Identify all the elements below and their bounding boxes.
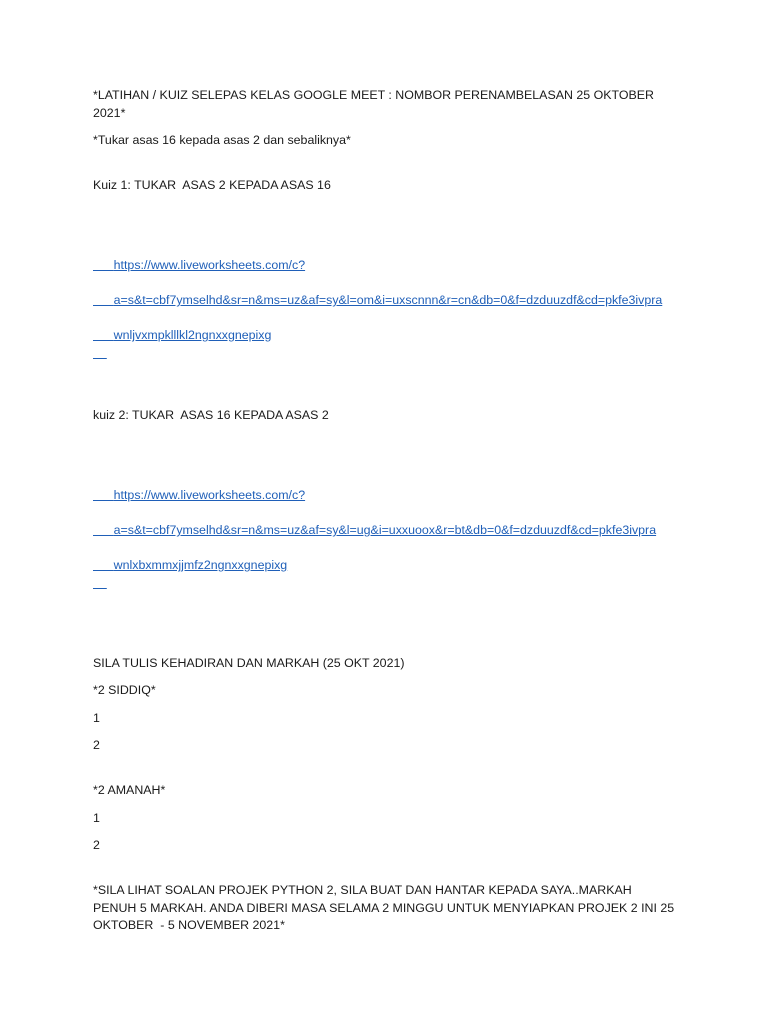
- quiz1-link[interactable]: [93, 240, 678, 363]
- spacer: [93, 865, 678, 883]
- class2-item: 1: [93, 810, 100, 825]
- document-subheading: *Tukar asas 16 kepada asas 2 dan sebaliknya*: [93, 133, 351, 147]
- class1-item: 2: [93, 738, 100, 752]
- attendance-heading: SILA TULIS KEHADIRAN DAN MARKAH (25 OKT 2021): [93, 655, 405, 670]
- spacer: [93, 765, 678, 783]
- quiz2-link[interactable]: [93, 470, 678, 593]
- document-heading: *LATIHAN / KUIZ SELEPAS KELAS GOOGLE MEET : NOMBOR PERENAMBELASAN 25 OKTOBER 2021*: [93, 88, 658, 120]
- quiz1-link-paragraph: [93, 205, 678, 398]
- quiz2-link-line1: https://www.liveworksheets.com/c?: [113, 488, 306, 502]
- spacer: [93, 160, 678, 178]
- quiz1-link-line3: wnljvxmpklllkl2ngnxxgnepixg: [113, 328, 272, 342]
- quiz2-link-line2: a=s&t=cbf7ymselhd&sr=n&ms=uz&af=sy&l=ug&i=uxxuoox&r=bt&db=0&f=dzduuzdf&cd=pkfe3ivpra: [113, 523, 657, 537]
- quiz2-link-line3: wnlxbxmmxjjmfz2ngnxxgnepixg: [113, 558, 288, 572]
- project-note: *SILA LIHAT SOALAN PROJEK PYTHON 2, SILA BUAT DAN HANTAR KEPADA SAYA..MARKAH PENUH 5 MARKAH. ANDA DIBERI MASA SELAMA 2 MINGGU UNTUK MENYIAPKAN PROJEK 2 INI 25 OKTOBER - 5 NOVEMBER 2021*: [93, 883, 678, 932]
- class1-name: *2 SIDDIQ*: [93, 683, 156, 697]
- class1-item: 1: [93, 710, 100, 725]
- class2-item: 2: [93, 838, 100, 852]
- class2-name: *2 AMANAH*: [93, 783, 166, 797]
- quiz1-label: Kuiz 1: TUKAR ASAS 2 KEPADA ASAS 16: [93, 178, 331, 192]
- quiz2-label: kuiz 2: TUKAR ASAS 16 KEPADA ASAS 2: [93, 408, 329, 422]
- quiz1-link-line2: a=s&t=cbf7ymselhd&sr=n&ms=uz&af=sy&l=om&i=uxscnnn&r=cn&db=0&f=dzduuzdf&cd=pkfe3ivpra: [113, 293, 663, 307]
- quiz1-link-line1: https://www.liveworksheets.com/c?: [113, 258, 306, 272]
- spacer: [93, 637, 678, 655]
- quiz2-link-paragraph: [93, 435, 678, 628]
